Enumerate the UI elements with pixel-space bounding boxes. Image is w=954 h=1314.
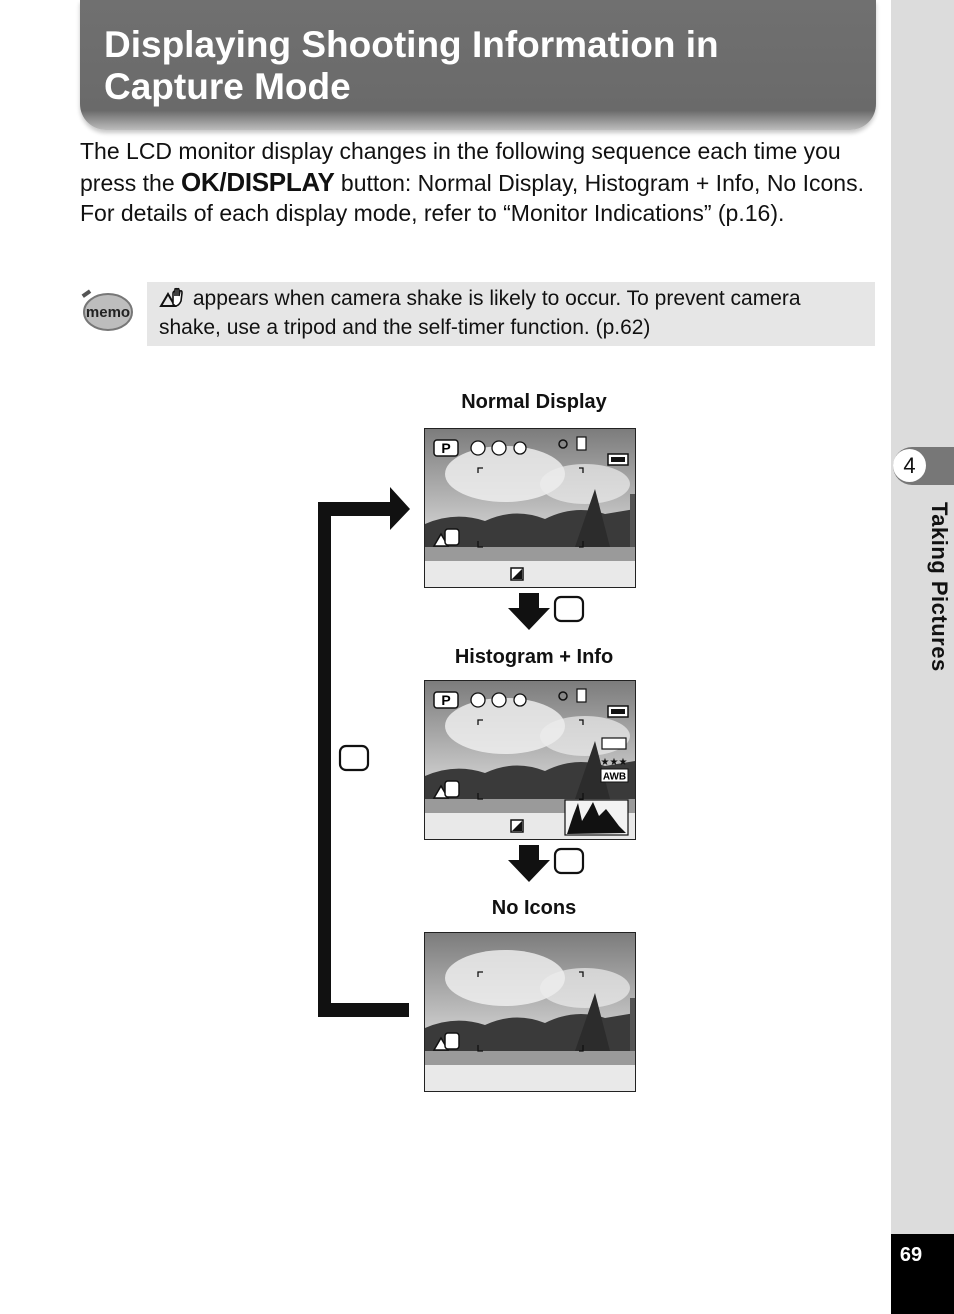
label-histogram-info: Histogram + Info bbox=[454, 646, 614, 668]
lcd-no-icons bbox=[424, 932, 636, 1092]
ok-key-label: OK bbox=[181, 166, 220, 197]
page-number: 69 bbox=[899, 1244, 923, 1266]
key-separator: / bbox=[219, 166, 227, 197]
chapter-number: 4 bbox=[893, 449, 926, 482]
awb-label: AWB bbox=[602, 771, 627, 783]
lcd-histogram-info bbox=[424, 680, 636, 840]
button-icon-2 bbox=[555, 849, 583, 873]
label-no-icons: No Icons bbox=[491, 897, 577, 919]
down-arrow-2 bbox=[508, 845, 550, 882]
button-icon-1 bbox=[555, 597, 583, 621]
button-icon-3 bbox=[340, 746, 368, 770]
intro-text-b: button: Normal Display, Histogram + Info, No Icons. bbox=[334, 169, 864, 196]
memo-text: appears when camera shake is likely to occur. To prevent camera shake, use a tripod and the self-timer function. (p.62) bbox=[159, 287, 801, 339]
svg-text:★★★: ★★★ bbox=[600, 757, 628, 768]
lcd-normal-display bbox=[424, 428, 636, 588]
down-arrow-1 bbox=[508, 593, 550, 630]
page-title: Displaying Shooting Information in Capture Mode bbox=[104, 24, 719, 107]
mode-letter: P bbox=[441, 440, 451, 456]
chapter-title: Taking Pictures bbox=[927, 502, 952, 672]
memo-icon-text: memo bbox=[85, 304, 131, 321]
intro-text-2: For details of each display mode, refer to “Monitor Indications” (p.16). bbox=[80, 200, 785, 226]
display-key-label: DISPLAY bbox=[226, 166, 335, 197]
label-normal-display: Normal Display bbox=[461, 391, 607, 413]
intro-text-a: The LCD monitor display changes in the following sequence each time you press the bbox=[80, 138, 841, 196]
mode-letter: P bbox=[441, 692, 451, 708]
